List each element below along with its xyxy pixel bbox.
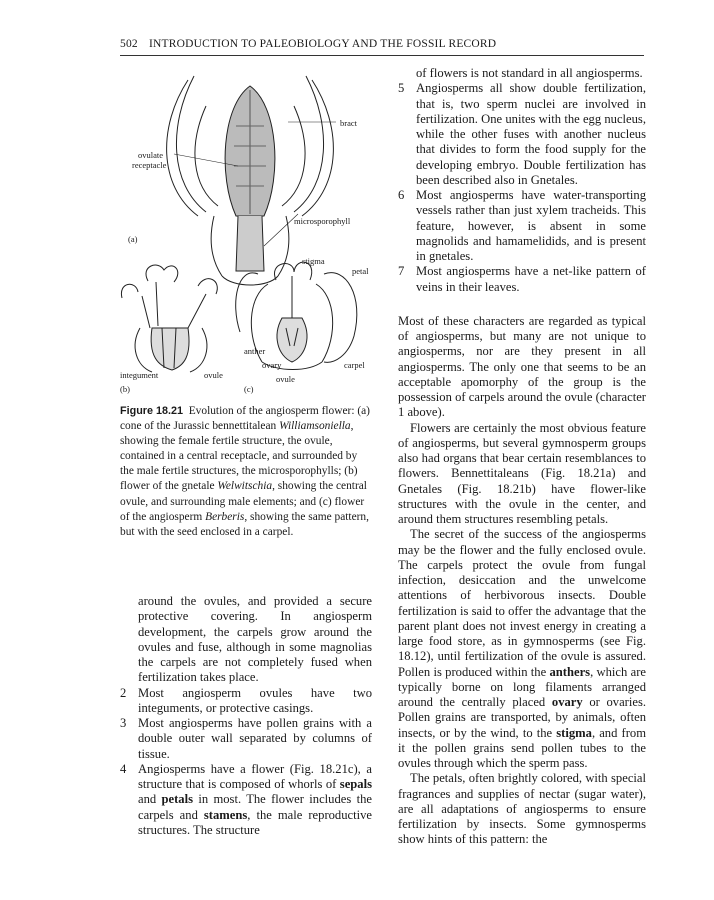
left-column (120, 594, 372, 838)
label-panel-b: (b) (120, 384, 130, 394)
label-carpel: carpel (344, 360, 365, 370)
running-header (120, 38, 640, 50)
paragraph-1: Most of these characters are regarded as typical of angiosperms, but many are not unique to angiosperms, nor are they present in all angiosperms. The only one that seems to be an acceptable apomorphy of the group is the possession of carpels around the ovule (character 1 above). (398, 313, 646, 420)
label-ovary: ovary (262, 360, 282, 370)
figure-label: Figure 18.21 (120, 405, 184, 417)
list-item-1-continued: around the ovules, and provided a secure protective covering. In angiosperm development, the carpels grow around the ovules and fuse, although in some magnolias the carpels are not completely fused when fertilization takes place. (138, 594, 372, 685)
label-panel-c: (c) (244, 384, 254, 394)
paragraph-3: The secret of the success of the angiosperms may be the flower and the fully enclosed ovule. The carpels protect the ovule from fungal infection, desiccation and the unwelcome attentions of herbivorous insects. Double fertilization is said to offer the advantage that the parent plant does not invest energy in creating a large food store, as in gymnosperms (see Fig. 18.12), until fertilization of the ovule is assured. Pollen is produced within the anthers, which are typically borne on long filaments arranged around the centrally placed ovary or ovaries. Pollen grains are transported, by animals, often insects, or by the wind, to the stigma, and from it the pollen grains send pollen tubes to the ovules through which the sperm pass. (398, 527, 647, 770)
welwitschia-flower (121, 265, 217, 372)
list-item-4-continued: of flowers is not standard in all angiosperms. (416, 66, 643, 80)
list-item-6: 6 Most angiosperms have water-transporting vessels rather than just xylem tracheids. This feature, however, is absent in some magnolids and hamamelidids, and is present in gnetales. (398, 188, 646, 263)
list-item-5: 5 Angiosperms all show double fertilization, that is, two sperm nuclei are involved in fertilization. One unites with the egg nucleus, while the other fuses with another nucleus that divides to form the food supply for the developing embryo. Double fertilization has been described also in Gnetales. (398, 81, 646, 187)
label-ovule-b: ovule (204, 370, 223, 380)
label-bract: bract (340, 118, 357, 128)
list-item-7: 7 Most angiosperms have a net-like pattern of veins in their leaves. (398, 264, 646, 294)
label-ovulate: ovulate (138, 150, 164, 160)
page-number: 502 (120, 38, 138, 50)
label-ovule-c: ovule (276, 374, 295, 384)
figure-caption: Figure 18.21 Evolution of the angiosperm flower: (a) cone of the Jurassic bennettitalean Williamsoniella, showing the female fertile structure, the ovule, contained in a central receptacle, and surrounded by the male fertile structures, the microsporophylls; (b) flower of the gnetale Welwitschia, showing the central ovule, and surrounding male elements; and (c) flower of the angiosperm Berberis, showing the same pattern, but with the seed enclosed in a carpel. (120, 405, 370, 538)
running-title: INTRODUCTION TO PALEOBIOLOGY AND THE FOSSIL RECORD (148, 38, 497, 50)
label-receptacle: receptacle (132, 160, 167, 170)
list-item-2: 2 Most angiosperm ovules have two integuments, or protective casings. (120, 685, 372, 715)
label-integument: integument (120, 370, 159, 380)
list-item-4: 4 Angiosperms have a flower (Fig. 18.21c), a structure that is composed of whorls of sepals and petals in most. The flower includes the carpels and stamens, the male reproductive structures. The structure (120, 761, 373, 837)
paragraph-2: Flowers are certainly the most obvious feature of angiosperms, but several gymnosperm groups also had organs that bear certain resemblances to flowers. Bennettitaleans (Fig. 18.21a) and Gnetales (Fig. 18.21b) have flower-like structures with the ovule in the center, and around them structures resembling petals. (398, 420, 646, 526)
right-column (398, 66, 646, 848)
list-item-3: 3 Most angiosperms have pollen grains with a double outer wall separated by columns of tissue. (120, 716, 372, 761)
williamsoniella-cone (167, 76, 334, 285)
label-microsporophyll: microsporophyll (294, 216, 351, 226)
label-stigma: stigma (302, 256, 325, 266)
header-rule (120, 55, 644, 56)
paragraph-4: The petals, often brightly colored, with special fragrances and supplies of nectar (sugar water), are all adaptations of angiosperms to ensure fertilization by insects. Some gymnosperms show hints of this pattern: the (398, 771, 646, 847)
label-petal: petal (352, 266, 369, 276)
label-panel-a: (a) (128, 234, 138, 244)
label-anther: anther (244, 346, 266, 356)
